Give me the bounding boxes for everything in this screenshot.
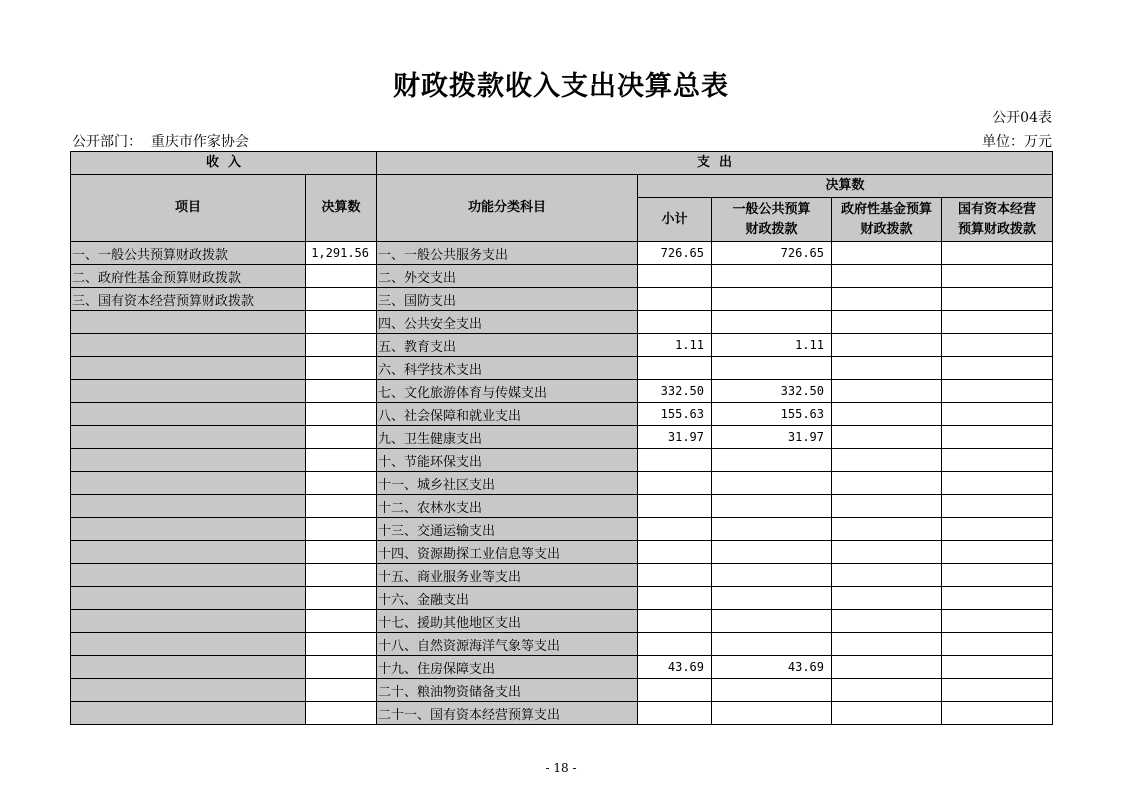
income-item-cell [71, 656, 306, 679]
income-item-cell [71, 564, 306, 587]
expense-item-cell: 十五、商业服务业等支出 [377, 564, 638, 587]
general-budget-header [712, 198, 832, 242]
income-item-cell [71, 702, 306, 725]
state-capital-cell [942, 265, 1053, 288]
table-row [71, 288, 1053, 311]
table-body [71, 242, 1053, 725]
state-capital-cell [942, 242, 1053, 265]
gov-fund-cell [832, 426, 942, 449]
general-budget-cell: 155.63 [712, 403, 832, 426]
state-capital-cell [942, 633, 1053, 656]
gov-fund-cell [832, 541, 942, 564]
gov-fund-header-line2: 财政拨款 [860, 221, 913, 237]
gov-fund-cell [832, 564, 942, 587]
table-row [71, 610, 1053, 633]
form-number: 公开04表 [992, 110, 1052, 126]
state-capital-cell [942, 449, 1053, 472]
table-row [71, 564, 1053, 587]
income-amount-cell [306, 495, 377, 518]
gov-fund-cell [832, 472, 942, 495]
gov-fund-cell [832, 380, 942, 403]
state-capital-cell [942, 288, 1053, 311]
general-budget-cell: 1.11 [712, 334, 832, 357]
income-amount-cell [306, 334, 377, 357]
general-budget-cell [712, 495, 832, 518]
gov-fund-header [832, 198, 942, 242]
subtotal-cell [638, 449, 712, 472]
table-row [71, 311, 1053, 334]
subtotal-cell [638, 541, 712, 564]
general-budget-cell [712, 518, 832, 541]
income-item-cell [71, 357, 306, 380]
state-capital-cell [942, 357, 1053, 380]
income-amount-cell [306, 587, 377, 610]
state-capital-cell [942, 311, 1053, 334]
expense-item-cell: 二十一、国有资本经营预算支出 [377, 702, 638, 725]
state-capital-header-line2: 预算财政拨款 [958, 221, 1037, 237]
income-amount-cell [306, 656, 377, 679]
general-budget-cell: 332.50 [712, 380, 832, 403]
state-capital-cell [942, 541, 1053, 564]
expense-item-cell: 二十、粮油物资储备支出 [377, 679, 638, 702]
general-budget-cell [712, 610, 832, 633]
general-budget-cell [712, 449, 832, 472]
gov-fund-cell [832, 242, 942, 265]
subtotal-cell [638, 564, 712, 587]
income-item-cell [71, 449, 306, 472]
table-row [71, 242, 1053, 265]
table-row [71, 587, 1053, 610]
income-amount-cell [306, 702, 377, 725]
income-amount-cell [306, 564, 377, 587]
state-capital-cell [942, 587, 1053, 610]
expense-item-cell: 八、社会保障和就业支出 [377, 403, 638, 426]
income-amount-cell [306, 380, 377, 403]
subtotal-cell: 31.97 [638, 426, 712, 449]
func-subject-header: 功能分类科目 [377, 175, 638, 242]
general-budget-cell: 726.65 [712, 242, 832, 265]
income-item-cell [71, 472, 306, 495]
state-capital-cell [942, 472, 1053, 495]
state-capital-cell [942, 610, 1053, 633]
expense-item-cell: 十二、农林水支出 [377, 495, 638, 518]
subtotal-cell: 155.63 [638, 403, 712, 426]
expense-item-cell: 十九、住房保障支出 [377, 656, 638, 679]
subtotal-cell [638, 587, 712, 610]
state-capital-cell [942, 495, 1053, 518]
income-amount-cell [306, 288, 377, 311]
gov-fund-cell [832, 610, 942, 633]
subtotal-cell: 1.11 [638, 334, 712, 357]
income-item-cell [71, 380, 306, 403]
table-row [71, 265, 1053, 288]
subtotal-cell [638, 472, 712, 495]
general-budget-cell [712, 587, 832, 610]
general-budget-cell [712, 541, 832, 564]
state-capital-cell [942, 679, 1053, 702]
expense-item-cell: 一、一般公共服务支出 [377, 242, 638, 265]
general-budget-cell [712, 311, 832, 334]
state-capital-cell [942, 403, 1053, 426]
expense-item-cell: 十四、资源勘探工业信息等支出 [377, 541, 638, 564]
general-budget-cell [712, 702, 832, 725]
general-budget-cell [712, 288, 832, 311]
table-row [71, 656, 1053, 679]
income-item-cell [71, 495, 306, 518]
expense-item-cell: 六、科学技术支出 [377, 357, 638, 380]
income-item-cell [71, 334, 306, 357]
table-row [71, 380, 1053, 403]
income-item-cell [71, 679, 306, 702]
table-row [71, 518, 1053, 541]
income-item-cell [71, 610, 306, 633]
gov-fund-cell [832, 702, 942, 725]
income-item-cell [71, 587, 306, 610]
expense-item-cell: 十六、金融支出 [377, 587, 638, 610]
general-budget-cell [712, 265, 832, 288]
subtotal-header: 小计 [638, 198, 712, 242]
income-amount-cell [306, 633, 377, 656]
table-row [71, 426, 1053, 449]
final-amount-header: 决算数 [638, 175, 1053, 198]
subtotal-cell [638, 702, 712, 725]
general-budget-cell: 31.97 [712, 426, 832, 449]
item-header: 项目 [71, 175, 306, 242]
subtotal-cell [638, 610, 712, 633]
state-capital-cell [942, 702, 1053, 725]
income-item-cell [71, 541, 306, 564]
income-item-cell: 三、国有资本经营预算财政拨款 [71, 288, 306, 311]
table-row [71, 403, 1053, 426]
page-number: - 18 - [545, 761, 577, 775]
income-amount-cell: 1,291.56 [306, 242, 377, 265]
expense-item-cell: 十一、城乡社区支出 [377, 472, 638, 495]
subtotal-cell [638, 518, 712, 541]
income-item-cell: 一、一般公共预算财政拨款 [71, 242, 306, 265]
gov-fund-cell [832, 265, 942, 288]
income-item-cell [71, 311, 306, 334]
gov-fund-cell [832, 495, 942, 518]
subtotal-cell [638, 633, 712, 656]
general-budget-header-line1: 一般公共预算 [732, 201, 811, 217]
general-budget-cell [712, 679, 832, 702]
table-row [71, 541, 1053, 564]
table-row [71, 334, 1053, 357]
expense-item-cell: 十、节能环保支出 [377, 449, 638, 472]
income-amount-cell [306, 541, 377, 564]
subtotal-cell [638, 495, 712, 518]
subtotal-cell [638, 288, 712, 311]
income-amount-cell [306, 403, 377, 426]
income-amount-cell [306, 311, 377, 334]
expense-item-cell: 十三、交通运输支出 [377, 518, 638, 541]
gov-fund-cell [832, 587, 942, 610]
gov-fund-cell [832, 403, 942, 426]
department-label: 公开部门： 重庆市作家协会 [72, 134, 249, 150]
general-budget-cell [712, 357, 832, 380]
income-item-cell [71, 426, 306, 449]
general-budget-cell [712, 472, 832, 495]
table-row [71, 633, 1053, 656]
subtotal-cell [638, 357, 712, 380]
income-amount-cell [306, 472, 377, 495]
income-header: 收 入 [71, 152, 377, 175]
income-amount-cell [306, 426, 377, 449]
gov-fund-cell [832, 288, 942, 311]
table-row [71, 495, 1053, 518]
income-amount-cell [306, 518, 377, 541]
expense-item-cell: 九、卫生健康支出 [377, 426, 638, 449]
subtotal-cell [638, 311, 712, 334]
gov-fund-cell [832, 633, 942, 656]
gov-fund-cell [832, 679, 942, 702]
income-amount-cell [306, 449, 377, 472]
income-amount-cell [306, 679, 377, 702]
general-budget-cell: 43.69 [712, 656, 832, 679]
gov-fund-cell [832, 311, 942, 334]
gov-fund-cell [832, 334, 942, 357]
table-row [71, 472, 1053, 495]
expense-header: 支 出 [377, 152, 1053, 175]
subtotal-cell: 332.50 [638, 380, 712, 403]
gov-fund-cell [832, 357, 942, 380]
state-capital-header [942, 198, 1053, 242]
state-capital-cell [942, 564, 1053, 587]
state-capital-cell [942, 656, 1053, 679]
subtotal-cell [638, 679, 712, 702]
table-row [71, 449, 1053, 472]
expense-item-cell: 十七、援助其他地区支出 [377, 610, 638, 633]
income-item-cell: 二、政府性基金预算财政拨款 [71, 265, 306, 288]
budget-table [70, 151, 1053, 725]
expense-item-cell: 十八、自然资源海洋气象等支出 [377, 633, 638, 656]
state-capital-cell [942, 380, 1053, 403]
general-budget-header-line2: 财政拨款 [745, 221, 798, 237]
state-capital-cell [942, 518, 1053, 541]
expense-item-cell: 五、教育支出 [377, 334, 638, 357]
gov-fund-header-line1: 政府性基金预算 [840, 201, 932, 217]
expense-item-cell: 七、文化旅游体育与传媒支出 [377, 380, 638, 403]
table-row [71, 357, 1053, 380]
subtotal-cell: 43.69 [638, 656, 712, 679]
table-row [71, 702, 1053, 725]
subtotal-cell [638, 265, 712, 288]
income-amount-cell [306, 357, 377, 380]
general-budget-cell [712, 564, 832, 587]
expense-item-cell: 三、国防支出 [377, 288, 638, 311]
gov-fund-cell [832, 518, 942, 541]
gov-fund-cell [832, 449, 942, 472]
amount-header: 决算数 [306, 175, 377, 242]
income-amount-cell [306, 265, 377, 288]
general-budget-cell [712, 633, 832, 656]
income-item-cell [71, 518, 306, 541]
income-amount-cell [306, 610, 377, 633]
income-item-cell [71, 633, 306, 656]
subtotal-cell: 726.65 [638, 242, 712, 265]
state-capital-cell [942, 426, 1053, 449]
state-capital-header-line1: 国有资本经营 [958, 201, 1037, 217]
gov-fund-cell [832, 656, 942, 679]
table-row [71, 679, 1053, 702]
expense-item-cell: 二、外交支出 [377, 265, 638, 288]
income-item-cell [71, 403, 306, 426]
unit-label: 单位：万元 [982, 134, 1052, 150]
page-title: 财政拨款收入支出决算总表 [393, 71, 729, 102]
state-capital-cell [942, 334, 1053, 357]
expense-item-cell: 四、公共安全支出 [377, 311, 638, 334]
